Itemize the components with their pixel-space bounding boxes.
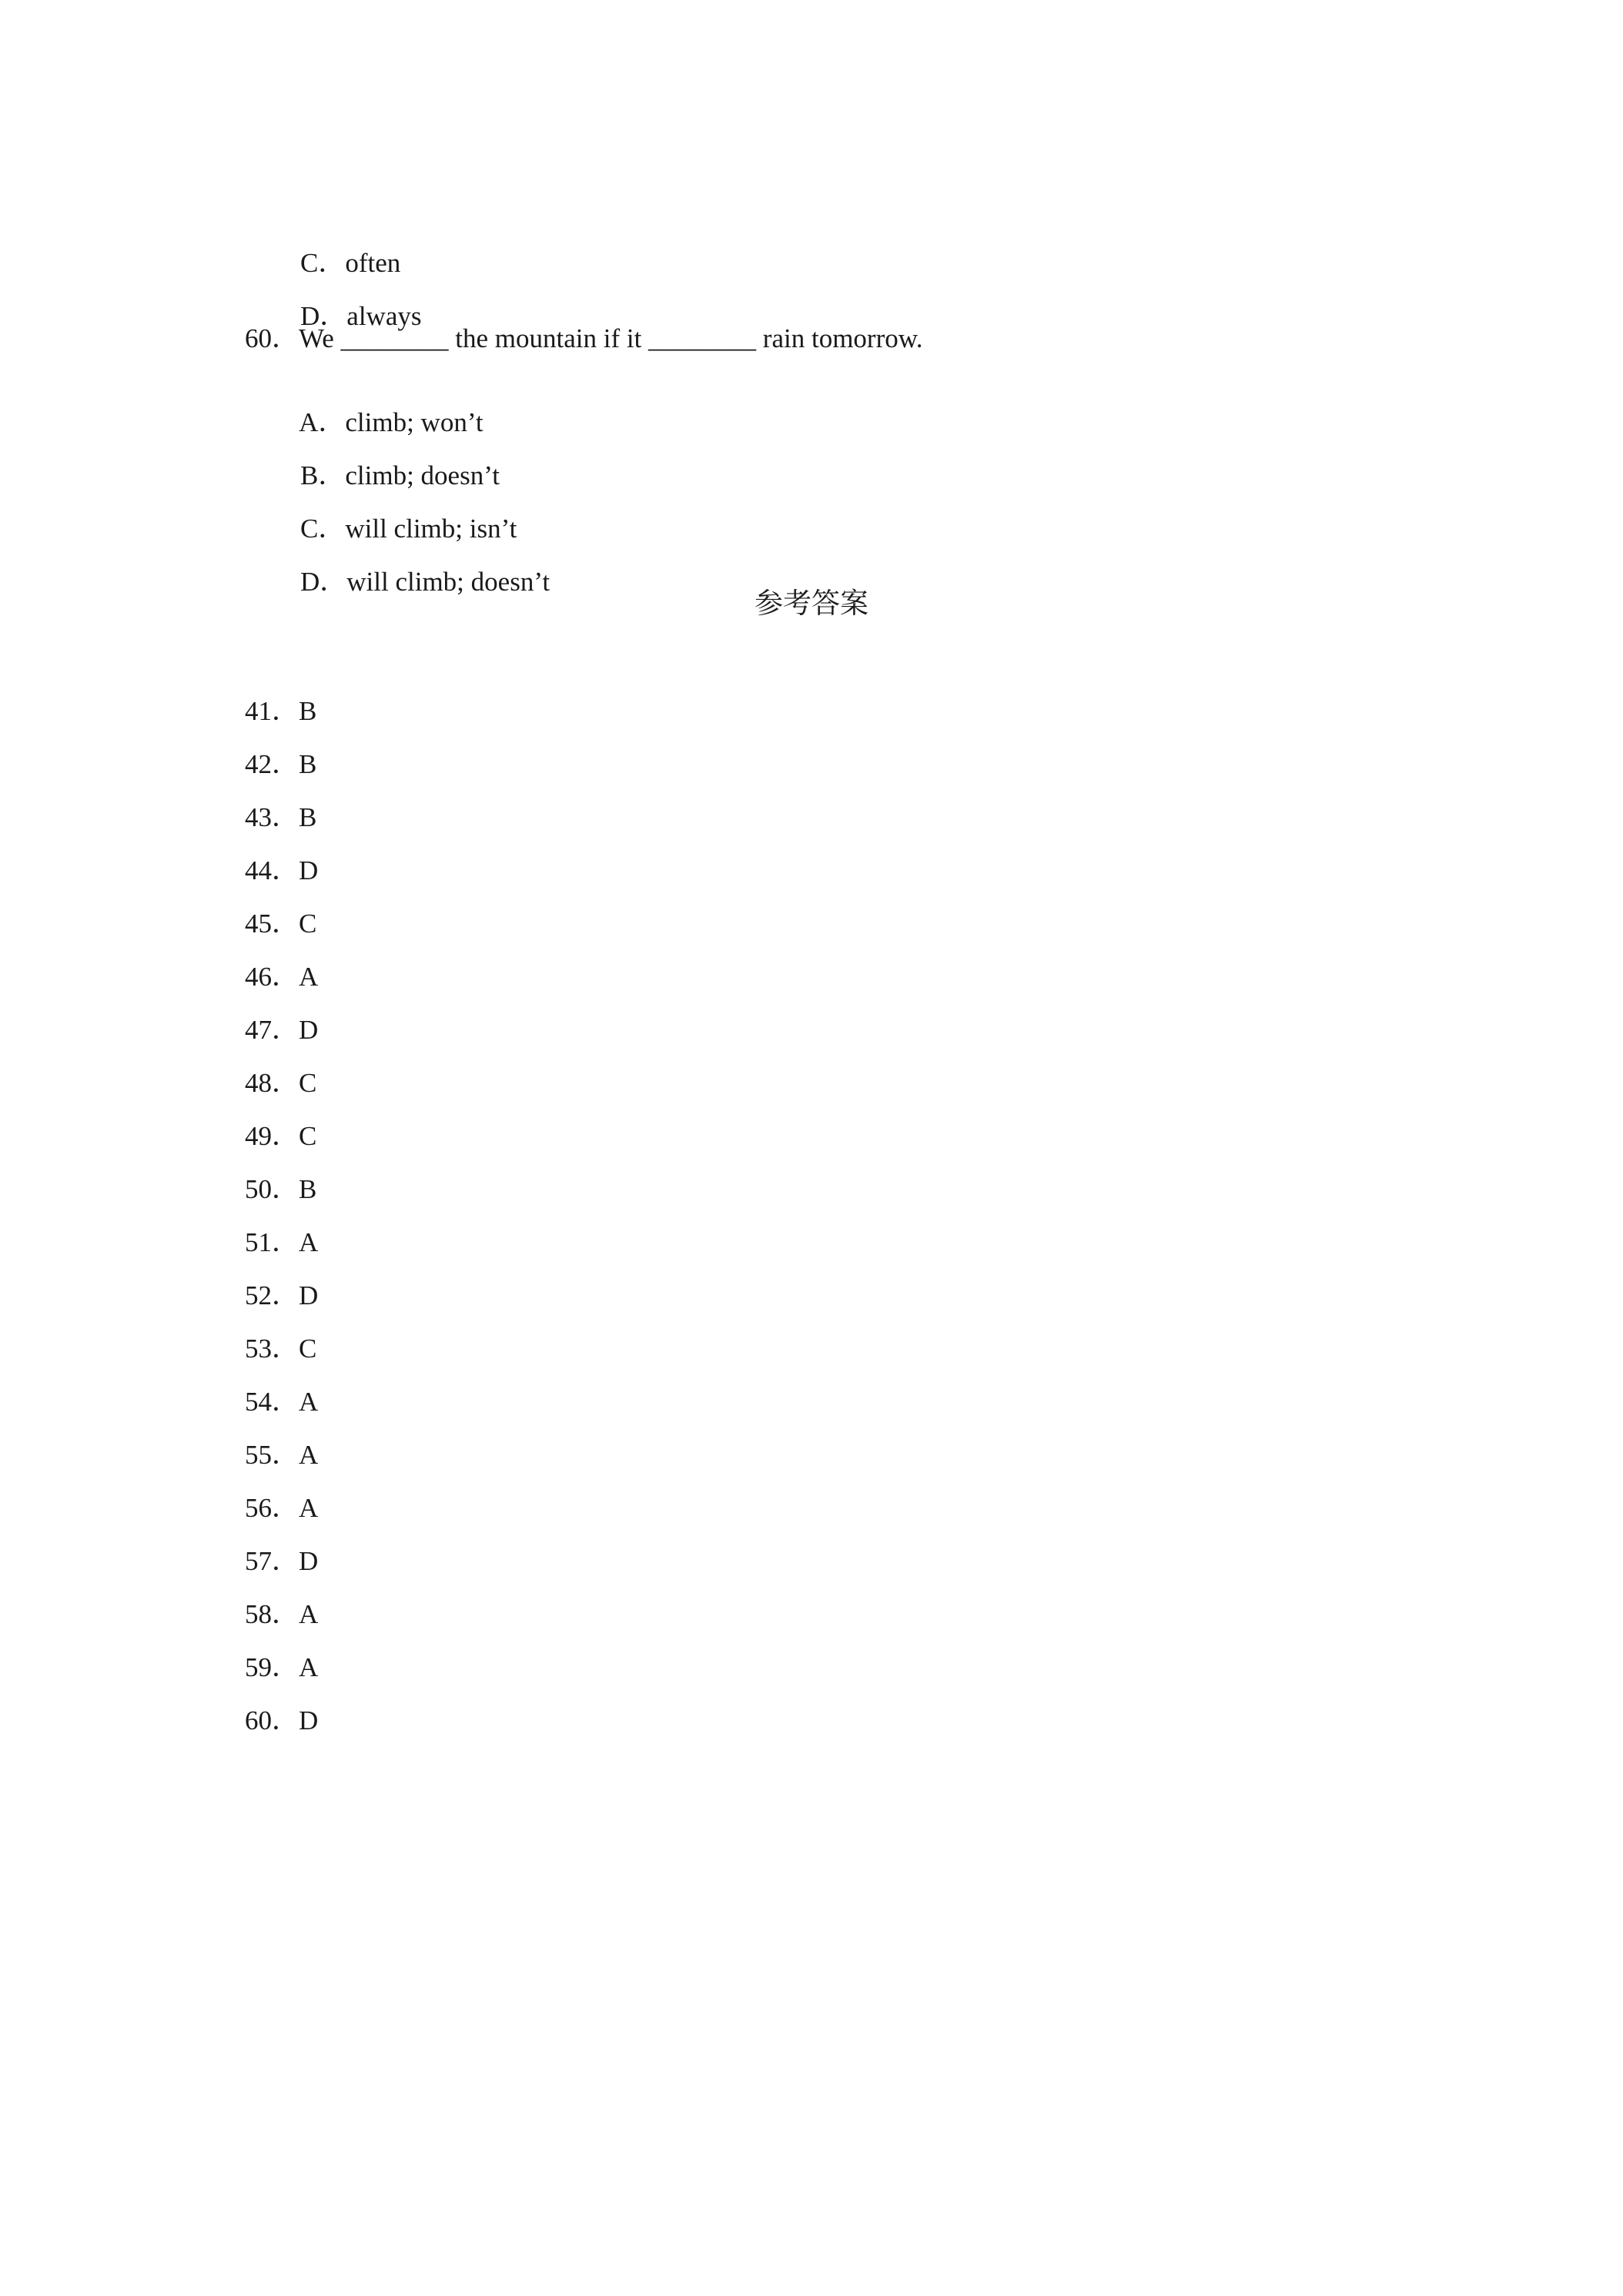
option-letter: A． — [299, 407, 346, 437]
answer-number: 45． — [245, 909, 300, 939]
answer-row — [245, 1652, 318, 1683]
answer-letter: A — [299, 1227, 319, 1257]
answer-row — [245, 1705, 318, 1736]
answer-number: 49． — [245, 1121, 300, 1151]
answer-letter: C — [299, 1068, 317, 1098]
option-text: will climb; isn’t — [345, 514, 517, 544]
answer-row — [245, 1599, 318, 1630]
answer-row — [245, 802, 316, 833]
answer-letter: D — [299, 1015, 319, 1045]
answer-number: 55． — [245, 1440, 300, 1470]
option-letter: C． — [300, 248, 346, 278]
answer-number: 57． — [245, 1546, 300, 1576]
answer-letter: A — [299, 962, 319, 992]
answer-row — [245, 1174, 316, 1205]
option-letter: D． — [300, 567, 347, 597]
answer-letter: C — [299, 909, 317, 939]
answer-number: 52． — [245, 1280, 300, 1310]
option-text: climb; won’t — [345, 407, 484, 437]
option-letter: D． — [300, 301, 347, 331]
answer-row — [245, 1068, 316, 1099]
option-letter: B． — [300, 460, 346, 490]
answer-letter: A — [299, 1440, 319, 1470]
answer-number: 42． — [245, 749, 300, 779]
answer-number: 58． — [245, 1599, 300, 1629]
answer-number: 54． — [245, 1387, 300, 1417]
answer-letter: B — [299, 696, 317, 726]
option-text: always — [346, 301, 422, 331]
answer-number: 47． — [245, 1015, 300, 1045]
answer-row — [245, 1334, 316, 1364]
answer-number: 44． — [245, 855, 300, 885]
answer-row — [245, 909, 316, 939]
answer-letter: A — [299, 1599, 319, 1629]
answer-letter: D — [299, 855, 319, 885]
answer-letter: D — [299, 1705, 319, 1735]
answer-row — [245, 1015, 318, 1046]
question-60-stem: 60．We ________ the mountain if it ________ rain tomorrow. — [245, 323, 923, 353]
answer-row — [245, 749, 316, 780]
answer-number: 43． — [245, 802, 300, 832]
answer-number: 48． — [245, 1068, 300, 1098]
answer-letter: A — [299, 1493, 319, 1523]
answer-number: 51． — [245, 1227, 300, 1257]
answer-row — [245, 1387, 318, 1417]
answer-letter: B — [299, 802, 317, 832]
answer-row — [245, 1546, 318, 1577]
answer-letter: D — [299, 1280, 319, 1310]
answer-row — [245, 1227, 318, 1258]
answer-number: 46． — [245, 962, 300, 992]
answer-letter: B — [299, 749, 317, 779]
option-letter: C． — [300, 514, 346, 544]
answer-letter: C — [299, 1334, 317, 1364]
answer-row — [245, 1121, 316, 1152]
answer-row — [245, 855, 318, 886]
answer-letter: B — [299, 1174, 317, 1204]
answer-row — [245, 696, 316, 727]
option-text: will climb; doesn’t — [346, 567, 550, 597]
answer-number: 60． — [245, 1705, 300, 1735]
answer-number: 50． — [245, 1174, 300, 1204]
answer-number: 53． — [245, 1334, 300, 1364]
option-text: climb; doesn’t — [345, 460, 500, 490]
option-text: often — [345, 248, 401, 278]
answer-number: 59． — [245, 1652, 300, 1682]
answer-row — [245, 1280, 318, 1311]
answer-letter: A — [299, 1387, 319, 1417]
answer-row — [245, 1440, 318, 1471]
answer-number: 56． — [245, 1493, 300, 1523]
answer-row — [245, 1493, 318, 1524]
answer-key-heading: 参考答案 — [755, 587, 868, 620]
answer-letter: A — [299, 1652, 319, 1682]
answer-letter: D — [299, 1546, 319, 1576]
answer-row — [245, 962, 318, 992]
answer-letter: C — [299, 1121, 317, 1151]
answer-number: 41． — [245, 696, 300, 726]
